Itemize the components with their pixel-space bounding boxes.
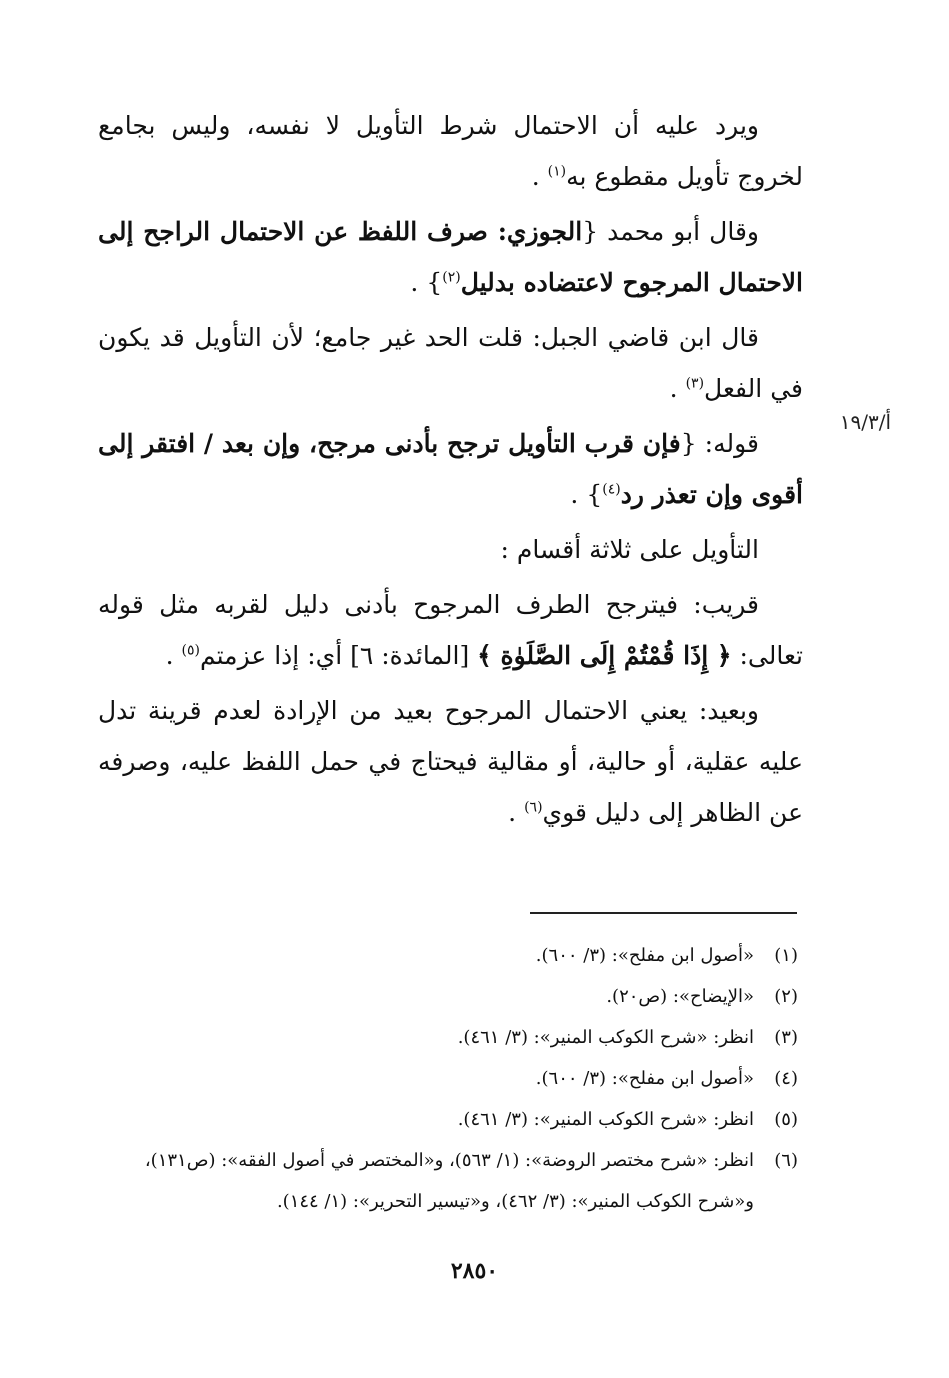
paragraph-1	[98, 100, 803, 202]
paragraph-6-end: .	[165, 641, 182, 670]
paragraph-2	[98, 206, 803, 308]
footnote-4	[96, 1058, 798, 1099]
paragraph-4-end: } .	[570, 480, 603, 509]
paragraph-7	[98, 685, 803, 838]
footnote-ref-1[interactable]: (١)	[547, 163, 567, 180]
footnote-ref-2[interactable]: (٢)	[442, 269, 461, 286]
footnote-number: (٢)	[774, 986, 798, 1007]
footnote-1	[96, 935, 798, 976]
paragraph-2-quoted-definition: الجوزي: صرف اللفظ عن الاحتمال الراجح إلى الاحتمال المرجوح لاعتضاده بدليل	[98, 217, 803, 297]
footnote-ref-5[interactable]: (٥)	[181, 642, 200, 659]
footnote-5	[96, 1099, 798, 1140]
footnote-6	[96, 1140, 798, 1222]
footnote-text: «الإيضاح»: (ص٢٠).	[606, 986, 754, 1007]
footnote-text: انظر: «شرح مختصر الروضة»: (١/ ٥٦٣)، و«المختصر في أصول الفقه»: (ص١٣١)، و«شرح الكوكب المنير»: (٣/ ٤٦٢)، و«تيسير التحرير»: (١/ ١٤٤).	[144, 1150, 754, 1212]
footnote-3	[96, 1017, 798, 1058]
paragraph-3-text: قال ابن قاضي الجبل: قلت الحد غير جامع؛ لأن التأويل قد يكون في الفعل	[98, 323, 803, 403]
paragraph-3	[98, 312, 803, 414]
paragraph-5	[98, 524, 803, 575]
footnote-number: (١)	[774, 945, 798, 966]
page-number: ٢٨٥٠	[450, 1258, 499, 1284]
footnote-ref-6[interactable]: (٦)	[524, 799, 543, 816]
paragraph-4-lead: قوله: {	[680, 429, 759, 458]
footnotes-section	[96, 935, 798, 1222]
paragraph-6-text: قريب: فيترجح الطرف المرجوح بأدنى دليل لقربه مثل قوله تعالى:	[98, 590, 803, 670]
footnote-ref-4[interactable]: (٤)	[602, 481, 621, 498]
main-text-body	[98, 100, 803, 842]
footnote-number: (٣)	[774, 1027, 798, 1048]
footnote-2	[96, 976, 798, 1017]
paragraph-3-end: .	[669, 374, 686, 403]
paragraph-7-end: .	[508, 798, 525, 827]
paragraph-7-text: وبعيد: يعني الاحتمال المرجوح بعيد من الإرادة لعدم قرينة تدل عليه عقلية، أو حالية، أو مقالية فيحتاج في حمل اللفظ عليه، وصرفه عن الظاهر إلى دليل قوي	[98, 696, 803, 827]
footnote-ref-3[interactable]: (٣)	[685, 375, 705, 392]
footnote-number: (٥)	[774, 1109, 798, 1130]
margin-manuscript-reference: أ/١٩/٣	[839, 410, 891, 434]
paragraph-5-text: التأويل على ثلاثة أقسام :	[500, 535, 759, 564]
footnote-text: «أصول ابن مفلح»: (٣/ ٦٠٠).	[535, 1068, 754, 1089]
paragraph-6	[98, 579, 803, 681]
paragraph-2-lead: وقال أبو محمد {	[582, 217, 759, 246]
footnote-text: انظر: «شرح الكوكب المنير»: (٣/ ٤٦١).	[457, 1109, 754, 1130]
paragraph-1-text: ويرد عليه أن الاحتمال شرط التأويل لا نفسه، وليس بجامع لخروج تأويل مقطوع به	[98, 111, 803, 191]
footnote-text: انظر: «شرح الكوكب المنير»: (٣/ ٤٦١).	[457, 1027, 754, 1048]
paragraph-6-text-2: [المائدة: ٦] أي: إذا عزمتم	[200, 641, 478, 670]
footnote-text: «أصول ابن مفلح»: (٣/ ٦٠٠).	[535, 945, 754, 966]
paragraph-2-end: } .	[410, 268, 443, 297]
quran-verse: ﴿ إِذَا قُمْتُمْ إِلَى الصَّلَوٰةِ ﴾	[477, 641, 732, 670]
footnote-number: (٤)	[774, 1068, 798, 1089]
footnote-number: (٦)	[774, 1150, 798, 1171]
paragraph-1-end: .	[531, 162, 548, 191]
footnote-divider	[530, 912, 797, 914]
paragraph-4-quoted-text: فإن قرب التأويل ترجح بأدنى مرجح، وإن بعد / افتقر إلى أقوى وإن تعذر رد	[98, 429, 803, 509]
paragraph-4	[98, 418, 803, 520]
